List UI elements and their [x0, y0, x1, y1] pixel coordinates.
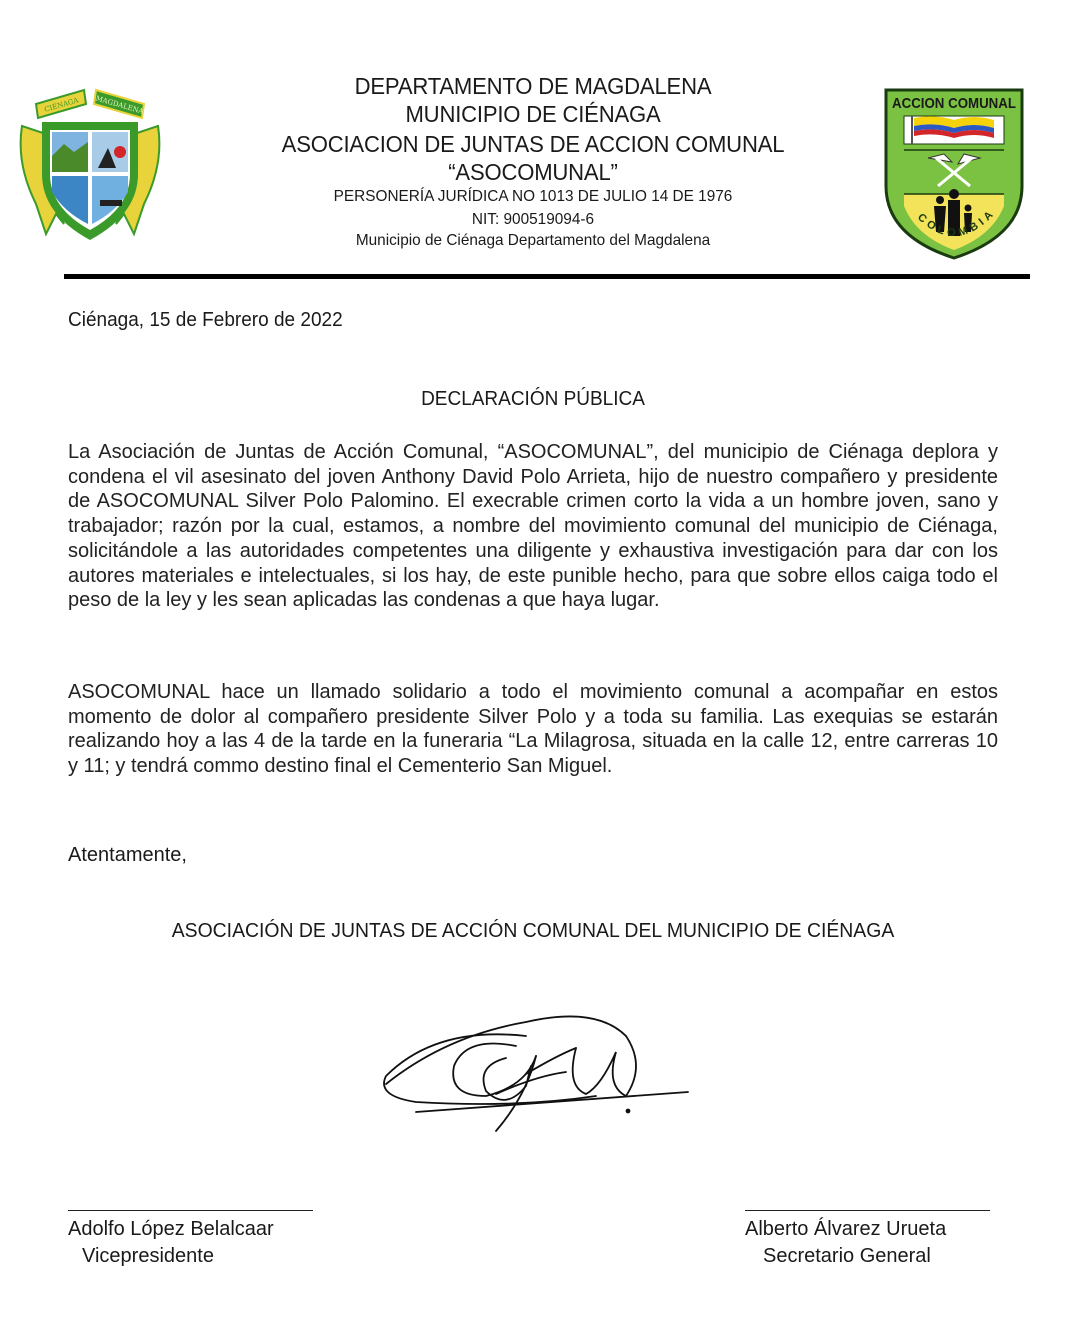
paragraph-2: ASOCOMUNAL hace un llamado solidario a todo el movimiento comunal a acompañar en estos momento de dolor al compañero presidente Silver Polo y a toda su familia. Las exequias se estarán realizando hoy a las 4 de la tarde en la funeraria “La Milagrosa, situada en la calle 12, entre carreras 10 y 11; y tendrá commo destino final el Cementerio San Miguel. — [68, 681, 998, 778]
signature-line-right — [745, 1210, 990, 1212]
organization-name: ASOCIACIÓN DE JUNTAS DE ACCIÓN COMUNAL DEL MUNICIPIO DE CIÉNAGA — [171, 920, 895, 942]
header-association: ASOCIACION DE JUNTAS DE ACCION COMUNAL — [281, 131, 785, 157]
logo-bottom-text: COLOMBIA — [915, 206, 999, 240]
banner-left-text: CIÉNAGA — [43, 96, 80, 114]
header-divider — [64, 274, 1030, 279]
header-location: Municipio de Ciénaga Departamento del Magdalena — [355, 232, 711, 249]
signature-line-left — [68, 1210, 313, 1212]
document-date: Ciénaga, 15 de Febrero de 2022 — [68, 309, 343, 331]
header-department: DEPARTAMENTO DE MAGDALENA — [354, 73, 712, 99]
accion-comunal-logo — [882, 86, 1026, 262]
document-title: DECLARACIÓN PÚBLICA — [421, 388, 645, 410]
signatory-name-right: Alberto Álvarez Urueta — [745, 1218, 947, 1240]
logo-top-text: ACCION COMUNAL — [892, 95, 1016, 112]
header-municipality: MUNICIPIO DE CIÉNAGA — [405, 101, 661, 127]
closing: Atentamente, — [68, 844, 187, 866]
header-acronym: “ASOCOMUNAL” — [448, 159, 618, 185]
paragraph-1: La Asociación de Juntas de Acción Comunal, “ASOCOMUNAL”, del municipio de Ciénaga deplora y condena el vil asesinato del joven Anthony David Polo Arrieta, hijo de nuestro compañero y presidente de ASOCOMUNAL Silver Polo Palomino. El execrable crimen corto la vida a un hombre joven, sano y trabajador; razón por la cual, estamos, a nombre del movimiento comunal del municipio de Ciénaga, solicitándole a las autoridades competentes una diligente y exhaustiva investigación para dar con los autores materiales e intelectuales, si los hay, de este punible hecho, para que sobre ellos caiga todo el peso de la ley y les sean aplicadas las condenas a que haya lugar. — [68, 441, 998, 612]
signatory-name-left: Adolfo López Belalcaar — [68, 1218, 274, 1240]
header-nit: NIT: 900519094-6 — [471, 211, 595, 228]
signatory-role-left: Vicepresidente — [82, 1245, 214, 1267]
banner-right-text: MAGDALENA — [94, 94, 145, 116]
handwritten-signature — [376, 996, 696, 1136]
cienaga-coat-of-arms-logo — [12, 64, 168, 248]
header-legal-status: PERSONERÍA JURÍDICA NO 1013 DE JULIO 14 DE 1976 — [333, 188, 733, 205]
signatory-role-right: Secretario General — [763, 1245, 931, 1267]
